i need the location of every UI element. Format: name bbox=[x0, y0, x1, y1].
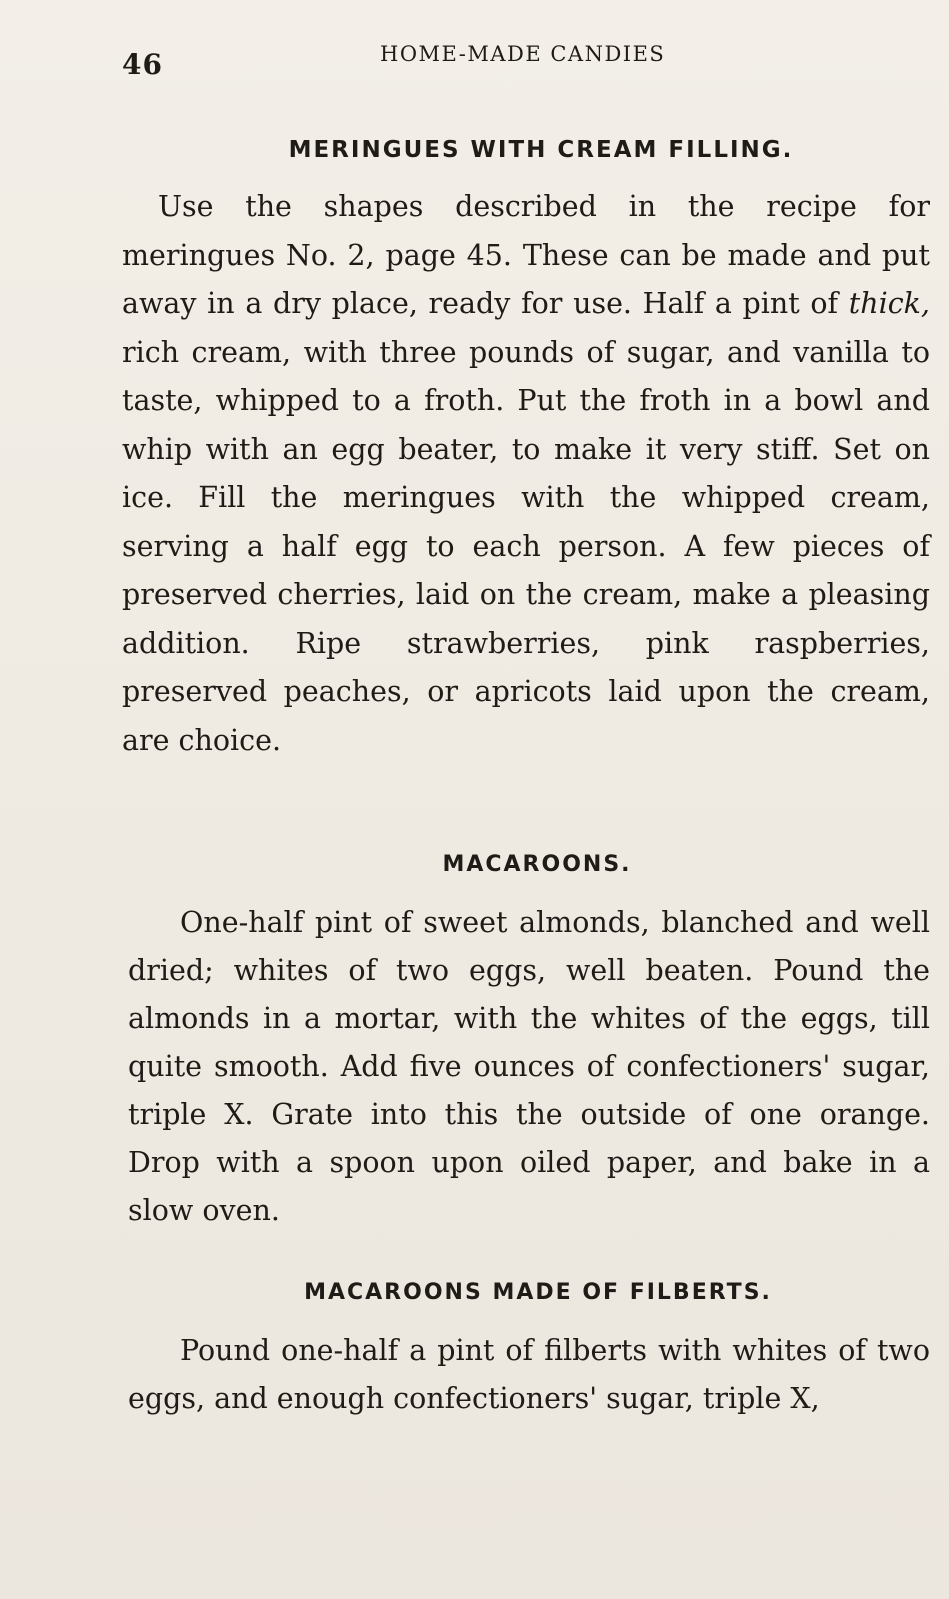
recipe-meringues-with-cream-filling bbox=[122, 137, 930, 765]
recipe-title: MACAROONS. bbox=[442, 852, 632, 877]
page-number: 46 bbox=[122, 48, 163, 81]
recipe-text-part-2: rich cream, with three pounds of sugar, and vanilla to taste, whipped to a froth. Put the froth in a bowl and whip with an egg beater, to make it very stiff. Set on ice. Fill the meringues with the whipped cream, serving a half egg to each person. A few pieces of preserved cherries, laid on the cream, make a pleasing addition. Ripe strawberries, pink raspberries, preserved peaches, or apricots laid upon the cream, are choice. bbox=[122, 335, 930, 757]
recipe-title: MERINGUES WITH CREAM FILLING. bbox=[288, 137, 794, 163]
emphasis-text: thick, bbox=[848, 287, 930, 320]
recipe-macaroons-made-of-filberts bbox=[122, 1280, 930, 1423]
running-head bbox=[122, 38, 930, 88]
running-title: HOME-MADE CANDIES bbox=[380, 42, 666, 66]
recipe-text: One-half pint of sweet almonds, blanched and well dried; whites of two eggs, well beaten. Pound the almonds in a mortar, with the whites of the eggs, till quite smooth. Add five ounces of confectioners' sugar, triple X. Grate into this the outside of one orange. Drop with a spoon upon oiled paper, and bake in a slow oven. bbox=[128, 906, 930, 1227]
recipe-text bbox=[122, 183, 930, 765]
recipe-text-part-1: Use the shapes described in the recipe for meringues No. 2, page 45. These can be made and put away in a dry place, ready for use. Half a pint of bbox=[122, 190, 930, 320]
recipe-macaroons bbox=[122, 852, 930, 1235]
recipe-text: Pound one-half a pint of filberts with whites of two eggs, and enough confectioners' sugar, triple X, bbox=[128, 1334, 930, 1415]
recipe-title: MACAROONS MADE OF FILBERTS. bbox=[304, 1280, 772, 1305]
